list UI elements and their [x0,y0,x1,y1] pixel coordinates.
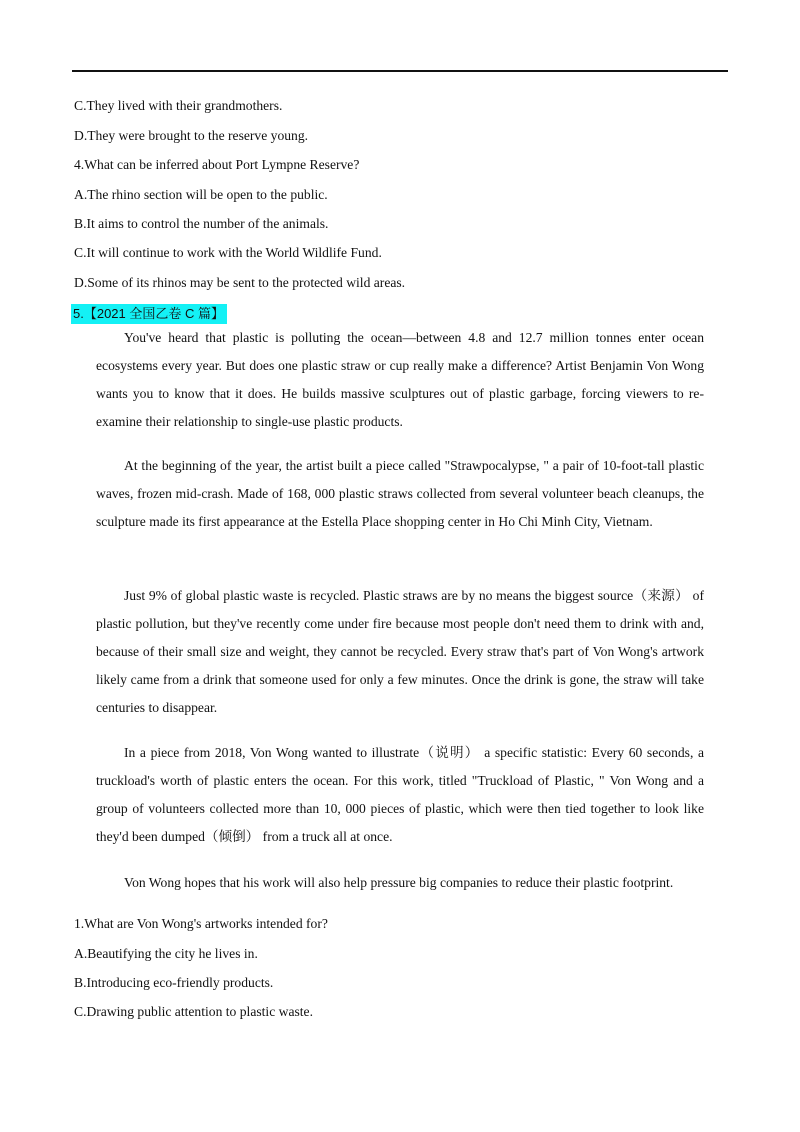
question-4-option-a: A.The rhino section will be open to the public. [74,187,328,202]
question-4-option-d: D.Some of its rhinos may be sent to the protected wild areas. [74,275,406,290]
question-1-option-c: C.Drawing public attention to plastic waste. [74,1004,313,1019]
passage-paragraph-1: You've heard that plastic is polluting the ocean—between 4.8 and 12.7 million tonnes enter ocean ecosystems every year. But does one plastic straw or cup really make a difference? Artist Benjamin Von Wong wants you to know that it does. He builds massive sculptures out of plastic garbage, forcing viewers to re-examine their relationship to single-use plastic products. [96,330,704,429]
passage-paragraph-4: In a piece from 2018, Von Wong wanted to illustrate（说明） a specific statistic: Every 60 seconds, a truckload's worth of plastic enters the ocean. For this work, titled "Truckload of Plastic, " Von Wong and a group of volunteers collected more than 10, 000 pieces of plastic, which were then tied together to look like they'd been dumped（倾倒） from a truck all at once. [96,745,704,844]
prev-option-d: D.They were brought to the reserve young. [74,128,309,143]
question-1-option-b: B.Introducing eco-friendly products. [74,975,274,990]
passage-paragraph-5: Von Wong hopes that his work will also help pressure big companies to reduce their plastic footprint. [124,875,674,890]
question-4-option-b: B.It aims to control the number of the animals. [74,216,329,231]
question-1-stem: 1.What are Von Wong's artworks intended for? [74,916,328,931]
passage-paragraph-2: At the beginning of the year, the artist built a piece called "Strawpocalypse, " a pair of 10-foot-tall plastic waves, frozen mid-crash. Made of 168, 000 plastic straws collected from several volunteer beach cleanups, the sculpture made its first appearance at the Estella Place shopping center in Ho Chi Minh City, Vietnam. [96,458,704,529]
passage-source-label: 5.【2021 全国乙卷 C 篇】 [71,304,227,324]
prev-option-c: C.They lived with their grandmothers. [74,98,283,113]
question-1-option-a: A.Beautifying the city he lives in. [74,946,258,961]
question-4-stem: 4.What can be inferred about Port Lympne Reserve? [74,157,360,172]
question-4-option-c: C.It will continue to work with the World Wildlife Fund. [74,245,382,260]
passage-paragraph-3: Just 9% of global plastic waste is recycled. Plastic straws are by no means the biggest source（来源） of plastic pollution, but they've recently come under fire because most people don't need them to drink with and, because of their small size and weight, they cannot be recycled. Every straw that's part of Von Wong's artwork likely came from a drink that someone used for only a few minutes. Once the drink is gone, the straw will take centuries to disappear. [96,588,704,715]
header-rule [72,70,728,72]
